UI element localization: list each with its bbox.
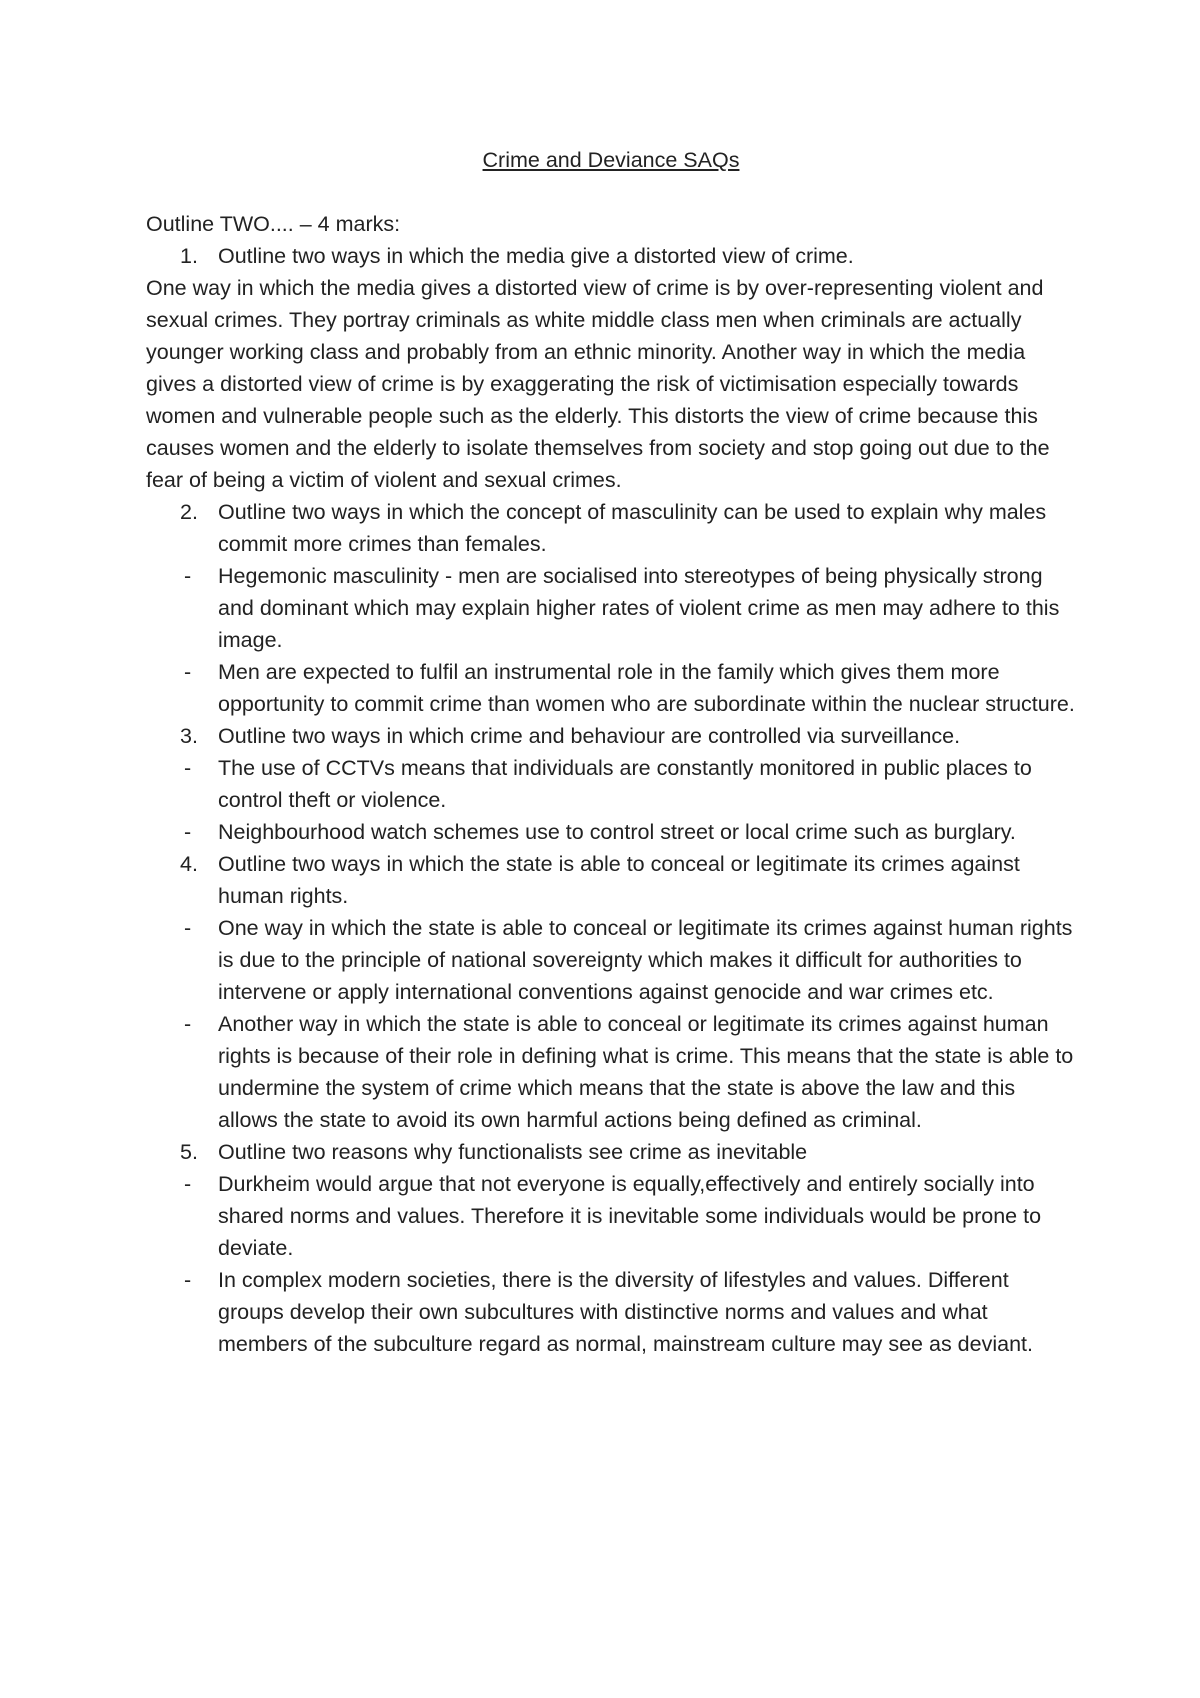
question-1 [146,240,1076,272]
answer-bullet [146,752,1076,816]
bullet-dash: - [184,820,192,844]
answer-bullet [146,912,1076,1008]
bullet-dash: - [184,916,192,940]
question-2 [146,496,1076,560]
question-number: 4. [180,852,198,876]
question-block-3 [146,720,1076,848]
bullet-dash: - [184,1172,192,1196]
answer-bullet [146,816,1076,848]
bullet-dash: - [184,564,192,588]
question-number: 2. [180,500,198,524]
document-page [146,144,1076,1360]
answer-bullet [146,1264,1076,1360]
bullet-text: In complex modern societies, there is the diversity of lifestyles and values. Different groups develop their own subcultures with distinctive norms and values and what members of the subculture regard as normal, mainstream culture may see as deviant. [218,1268,1033,1356]
bullet-dash: - [184,1268,192,1292]
question-4 [146,848,1076,912]
answer-bullet [146,1008,1076,1136]
answer-paragraph: One way in which the media gives a distorted view of crime is by over-representing violent and sexual crimes. They portray criminals as white middle class men when criminals are actually younger working class and probably from an ethnic minority. Another way in which the media gives a distorted view of crime is by exaggerating the risk of victimisation especially towards women and vulnerable people such as the elderly. This distorts the view of crime because this causes women and the elderly to isolate themselves from society and stop going out due to the fear of being a victim of violent and sexual crimes. [146,276,1050,492]
question-block-2 [146,496,1076,720]
question-block-5 [146,1136,1076,1360]
question-number: 5. [180,1140,198,1164]
question-5 [146,1136,1076,1168]
question-block-1 [146,240,1076,496]
question-text: Outline two ways in which crime and behaviour are controlled via surveillance. [218,724,961,748]
question-text: Outline two ways in which the concept of masculinity can be used to explain why males commit more crimes than females. [218,500,1047,556]
question-3 [146,720,1076,752]
document-title: Crime and Deviance SAQs [482,148,740,172]
bullet-text: Neighbourhood watch schemes use to control street or local crime such as burglary. [218,820,1016,844]
question-block-4 [146,848,1076,1136]
bullet-text: One way in which the state is able to conceal or legitimate its crimes against human rights is due to the principle of national sovereignty which makes it difficult for authorities to intervene or apply international conventions against genocide and war crimes etc. [218,916,1073,1004]
question-text: Outline two reasons why functionalists see crime as inevitable [218,1140,808,1164]
answer-bullet [146,560,1076,656]
question-text: Outline two ways in which the media give a distorted view of crime. [218,244,854,268]
intro-line: Outline TWO.... – 4 marks: [146,212,401,236]
question-text: Outline two ways in which the state is able to conceal or legitimate its crimes against human rights. [218,852,1020,908]
bullet-dash: - [184,660,192,684]
bullet-text: Another way in which the state is able to conceal or legitimate its crimes against human rights is because of their role in defining what is crime. This means that the state is able to undermine the system of crime which means that the state is above the law and this allows the state to avoid its own harmful actions being defined as criminal. [218,1012,1074,1132]
bullet-text: The use of CCTVs means that individuals are constantly monitored in public places to control theft or violence. [218,756,1032,812]
question-number: 3. [180,724,198,748]
bullet-text: Men are expected to fulfil an instrumental role in the family which gives them more opportunity to commit crime than women who are subordinate within the nuclear structure. [218,660,1075,716]
answer-bullet [146,1168,1076,1264]
bullet-dash: - [184,756,192,780]
answer-bullet [146,656,1076,720]
question-number: 1. [180,244,198,268]
bullet-text: Durkheim would argue that not everyone is equally,effectively and entirely socially into shared norms and values. Therefore it is inevitable some individuals would be prone to deviate. [218,1172,1042,1260]
bullet-text: Hegemonic masculinity - men are socialised into stereotypes of being physically strong and dominant which may explain higher rates of violent crime as men may adhere to this image. [218,564,1060,652]
bullet-dash: - [184,1012,192,1036]
